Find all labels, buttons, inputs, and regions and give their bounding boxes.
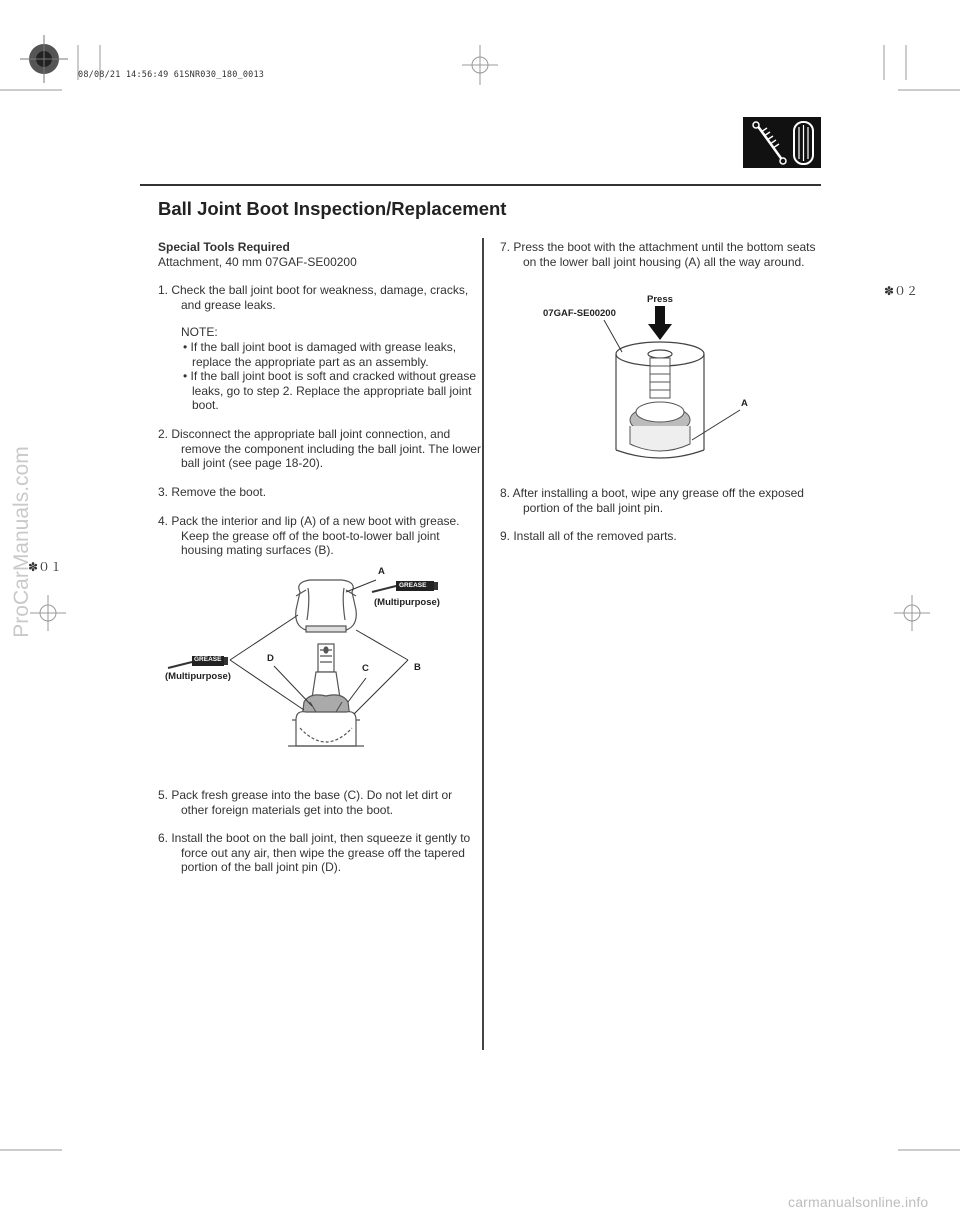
- grease-tube-label-right: GREASE: [399, 582, 427, 589]
- marker-right: ✽０２: [884, 284, 919, 298]
- tools-line: Attachment, 40 mm 07GAF-SE00200: [158, 255, 357, 269]
- step-6: 6. Install the boot on the ball joint, then squeeze it gently to force out any air, then wipe the grease off the tapered portion of the ball joint pin (D).: [158, 831, 471, 875]
- fig2-label-press: Press: [647, 294, 673, 305]
- footer-watermark: carmanualsonline.info: [788, 1194, 929, 1210]
- page-title: Ball Joint Boot Inspection/Replacement: [158, 198, 507, 219]
- fig1-label-b: B: [414, 662, 421, 673]
- press-arrow-icon: [648, 306, 672, 340]
- ball-joint-boot: [296, 580, 357, 632]
- grease-type-right: (Multipurpose): [374, 597, 440, 608]
- ball-joint-pin: [288, 644, 364, 746]
- step-7: 7. Press the boot with the attachment until the bottom seats on the lower ball joint housing (A) all the way around.: [500, 240, 816, 269]
- tools-heading: Special Tools Required: [158, 240, 290, 254]
- fig1-label-d: D: [267, 653, 274, 664]
- step-1: 1. Check the ball joint boot for weakness, damage, cracks, and grease leaks.: [158, 283, 469, 312]
- note-bullet-2: • If the ball joint boot is soft and cracked without grease leaks, go to step 2. Replace the appropriate ball joint boot.: [183, 369, 477, 413]
- note-bullet-1: • If the ball joint boot is damaged with grease leaks, replace the appropriate part as an assembly.: [183, 340, 457, 369]
- step-9: 9. Install all of the removed parts.: [500, 529, 677, 543]
- step-2: 2. Disconnect the appropriate ball joint connection, and remove the component including the ball joint. The lower ball joint (see page 18-20).: [158, 427, 481, 471]
- note-label: NOTE:: [181, 325, 218, 339]
- grease-tube-label-left: GREASE: [194, 656, 222, 663]
- fig2-label-tool: 07GAF-SE00200: [543, 308, 616, 319]
- figure-attachment-press: [560, 300, 760, 470]
- step-3: 3. Remove the boot.: [158, 485, 267, 499]
- fig2-label-a: A: [741, 398, 748, 409]
- fig1-label-c: C: [362, 663, 369, 674]
- print-stamp: 08/08/21 14:56:49 61SNR030_180_0013: [78, 70, 265, 80]
- marker-left: ✽０１: [28, 560, 63, 574]
- step-5: 5. Pack fresh grease into the base (C). Do not let dirt or other foreign materials get into the boot.: [158, 788, 453, 817]
- suspension-strut-tire-icon: [743, 117, 821, 168]
- grease-type-left: (Multipurpose): [165, 671, 231, 682]
- fig1-label-a: A: [378, 566, 385, 577]
- side-watermark: ProCarManuals.com: [10, 446, 33, 638]
- step-8: 8. After installing a boot, wipe any grease off the exposed portion of the ball joint pin.: [500, 486, 804, 515]
- title-rule: [140, 184, 821, 186]
- step-4: 4. Pack the interior and lip (A) of a new boot with grease. Keep the grease off of the boot-to-lower ball joint housing mating surfaces (B).: [158, 514, 460, 558]
